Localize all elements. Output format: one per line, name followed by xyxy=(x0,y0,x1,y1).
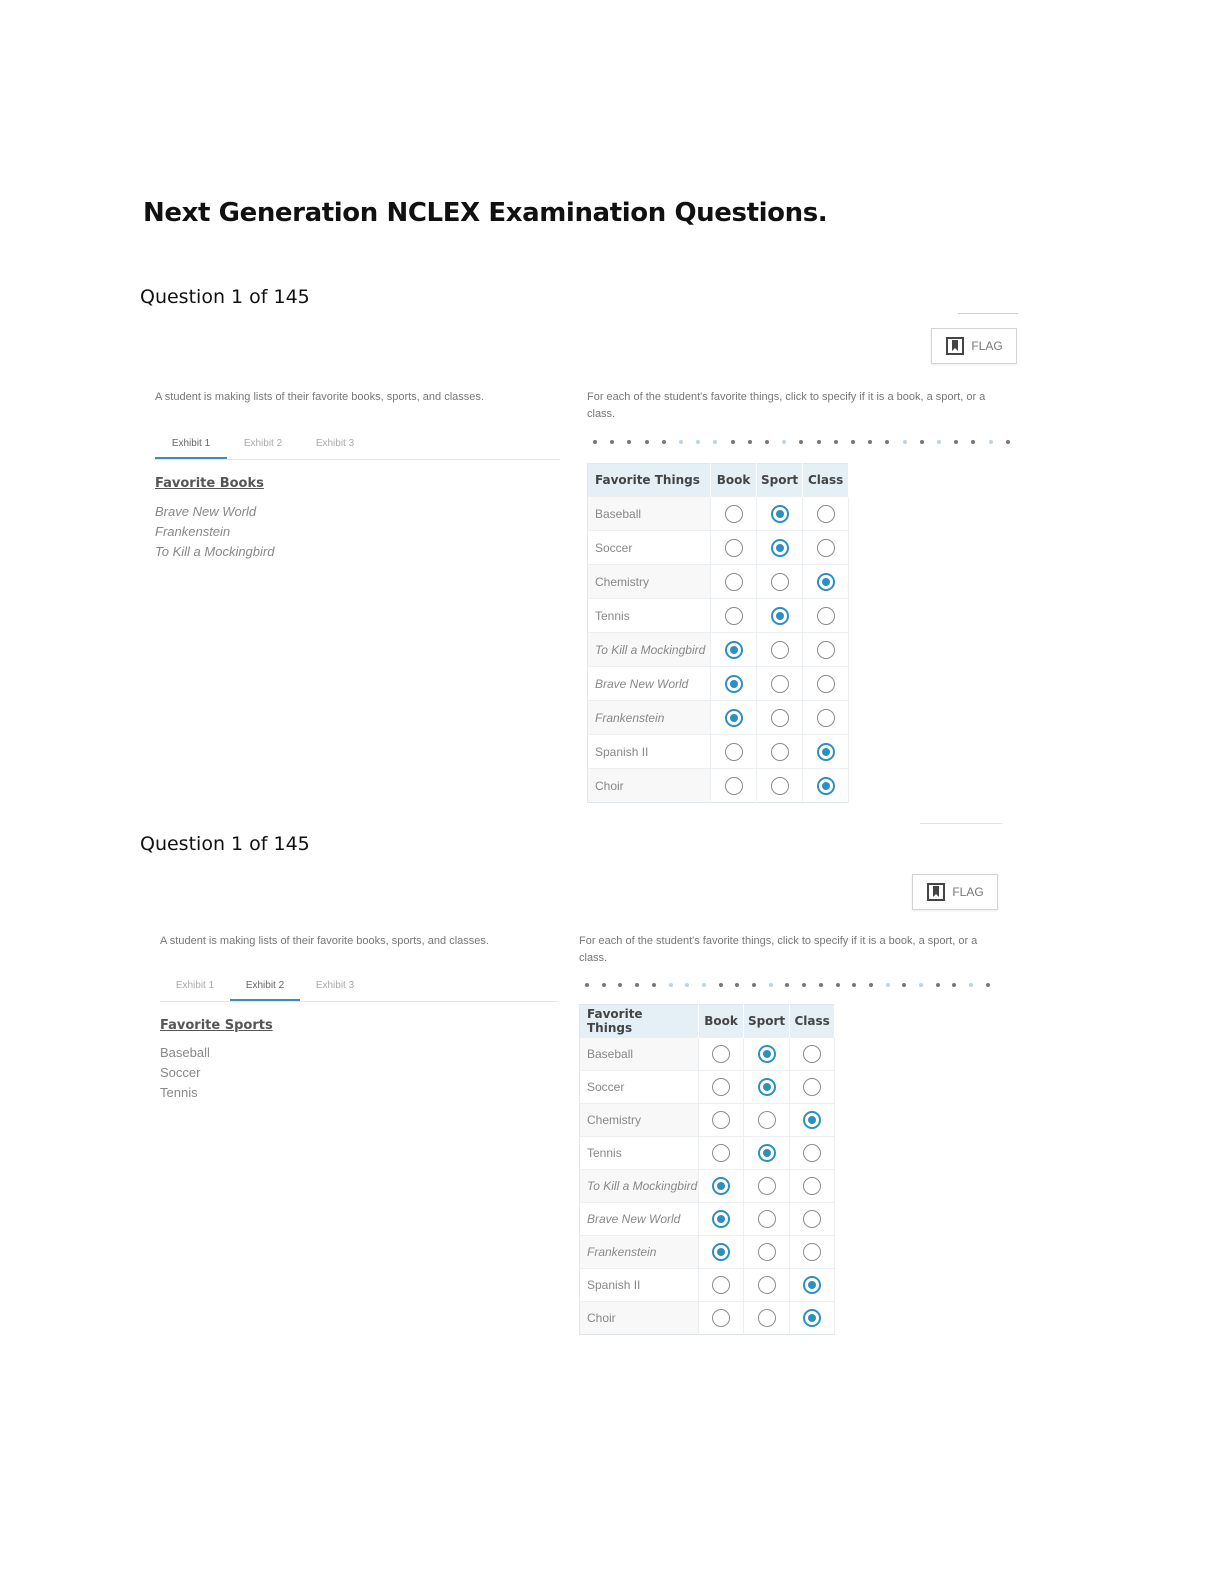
radio-sport[interactable] xyxy=(771,607,789,625)
matrix-row-label: Brave New World xyxy=(588,667,711,701)
table-row xyxy=(580,1302,835,1335)
radio-sport[interactable] xyxy=(771,709,789,727)
matrix-cell xyxy=(790,1269,835,1302)
progress-dot xyxy=(679,440,683,444)
exhibit-heading: Favorite Sports xyxy=(160,1018,273,1033)
matrix-row-label: Frankenstein xyxy=(588,701,711,735)
list-item: Soccer xyxy=(160,1065,201,1080)
question-counter: Question 1 of 145 xyxy=(140,286,310,308)
radio-book[interactable] xyxy=(712,1144,730,1162)
table-row xyxy=(580,1269,835,1302)
matrix-cell xyxy=(744,1137,790,1170)
exhibit-tabs xyxy=(155,429,560,460)
progress-dot xyxy=(713,440,717,444)
radio-sport[interactable] xyxy=(771,539,789,557)
progress-dot xyxy=(836,983,840,987)
progress-dot xyxy=(610,440,614,444)
radio-class[interactable] xyxy=(817,777,835,795)
matrix-cell xyxy=(744,1104,790,1137)
radio-book[interactable] xyxy=(725,505,743,523)
progress-dot xyxy=(702,983,706,987)
progress-dot xyxy=(971,440,975,444)
radio-sport[interactable] xyxy=(758,1078,776,1096)
matrix-cell xyxy=(757,667,803,701)
matrix-cell xyxy=(757,633,803,667)
matrix-row-label: Baseball xyxy=(588,497,711,531)
matrix-row-label: Choir xyxy=(580,1302,699,1335)
progress-dot xyxy=(902,983,906,987)
matrix-cell xyxy=(790,1038,835,1071)
progress-dot xyxy=(593,440,597,444)
radio-book[interactable] xyxy=(725,777,743,795)
matrix-row-label: Choir xyxy=(588,769,711,803)
matrix-cell xyxy=(711,565,757,599)
exhibit-heading: Favorite Books xyxy=(155,476,264,491)
tab-exhibit-1[interactable]: Exhibit 1 xyxy=(155,429,227,459)
matrix-row-label: Chemistry xyxy=(580,1104,699,1137)
question-stem: A student is making lists of their favorite books, sports, and classes. xyxy=(160,935,489,947)
radio-book[interactable] xyxy=(712,1111,730,1129)
flag-button[interactable] xyxy=(931,328,1017,364)
matrix-cell xyxy=(711,667,757,701)
matrix-cell xyxy=(744,1203,790,1236)
radio-sport[interactable] xyxy=(771,743,789,761)
radio-book[interactable] xyxy=(725,539,743,557)
radio-class[interactable] xyxy=(803,1144,821,1162)
radio-class[interactable] xyxy=(817,641,835,659)
matrix-cell xyxy=(744,1038,790,1071)
instruction-text: For each of the student's favorite things, click to specify if it is a book, a sport, or a class. xyxy=(579,935,978,964)
matrix-cell xyxy=(803,701,849,735)
radio-class[interactable] xyxy=(817,539,835,557)
radio-sport[interactable] xyxy=(758,1243,776,1261)
radio-sport[interactable] xyxy=(758,1177,776,1195)
list-item: To Kill a Mockingbird xyxy=(155,544,275,559)
matrix-cell xyxy=(711,735,757,769)
matrix-cell xyxy=(790,1137,835,1170)
list-item: Tennis xyxy=(160,1085,198,1100)
progress-dot xyxy=(903,440,907,444)
radio-class[interactable] xyxy=(817,607,835,625)
flag-label: FLAG xyxy=(971,339,1003,353)
matrix-cell xyxy=(803,633,849,667)
tab-exhibit-2[interactable]: Exhibit 2 xyxy=(230,971,300,1001)
radio-book[interactable] xyxy=(725,675,743,693)
matrix-cell xyxy=(803,599,849,633)
matrix-cell xyxy=(790,1071,835,1104)
progress-dot xyxy=(886,983,890,987)
progress-dot xyxy=(696,440,700,444)
matrix-column-book: Book xyxy=(711,464,757,497)
table-row xyxy=(580,1203,835,1236)
radio-book[interactable] xyxy=(712,1210,730,1228)
matrix-cell xyxy=(744,1170,790,1203)
matrix-row-label: Soccer xyxy=(580,1071,699,1104)
matrix-cell xyxy=(711,497,757,531)
progress-dot xyxy=(799,440,803,444)
matrix-cell xyxy=(757,735,803,769)
divider xyxy=(920,823,1002,824)
radio-class[interactable] xyxy=(803,1111,821,1129)
tab-exhibit-2[interactable]: Exhibit 2 xyxy=(243,437,283,449)
progress-dot xyxy=(1006,440,1010,444)
progress-dot xyxy=(748,440,752,444)
matrix-cell xyxy=(757,531,803,565)
matrix-cell xyxy=(744,1269,790,1302)
matrix-row-label: Soccer xyxy=(588,531,711,565)
matrix-cell xyxy=(699,1236,744,1269)
bookmark-flag-icon xyxy=(926,882,946,902)
table-row xyxy=(580,1170,835,1203)
table-row xyxy=(588,701,849,735)
question-counter: Question 1 of 145 xyxy=(140,833,310,855)
progress-dot xyxy=(868,440,872,444)
progress-dot xyxy=(627,440,631,444)
document-title: Next Generation NCLEX Examination Questions. xyxy=(143,198,828,228)
radio-sport[interactable] xyxy=(771,505,789,523)
matrix-cell xyxy=(744,1236,790,1269)
progress-dot xyxy=(752,983,756,987)
matrix-cell xyxy=(711,599,757,633)
table-row xyxy=(588,633,849,667)
matrix-cell xyxy=(757,599,803,633)
table-row xyxy=(580,1236,835,1269)
matrix-column-sport: Sport xyxy=(757,464,803,497)
table-row xyxy=(588,667,849,701)
matrix-cell xyxy=(757,701,803,735)
radio-book[interactable] xyxy=(712,1078,730,1096)
radio-book[interactable] xyxy=(725,743,743,761)
matrix-cell xyxy=(711,769,757,803)
matrix-cell xyxy=(803,667,849,701)
progress-dot xyxy=(618,983,622,987)
table-row xyxy=(588,769,849,803)
matrix-cell xyxy=(757,497,803,531)
list-item: Brave New World xyxy=(155,504,257,519)
progress-dot xyxy=(834,440,838,444)
exhibit-list xyxy=(155,502,274,562)
progress-dot xyxy=(936,983,940,987)
matrix-cell xyxy=(744,1302,790,1335)
tab-exhibit-1[interactable]: Exhibit 1 xyxy=(175,979,215,991)
progress-dot xyxy=(585,983,589,987)
progress-dot xyxy=(851,440,855,444)
matrix-cell xyxy=(803,531,849,565)
progress-dot xyxy=(937,440,941,444)
matrix-cell xyxy=(699,1137,744,1170)
matrix-row-label: To Kill a Mockingbird xyxy=(580,1170,699,1203)
matrix-column-sport: Sport xyxy=(744,1005,790,1038)
matrix-cell xyxy=(790,1104,835,1137)
list-item: Frankenstein xyxy=(155,524,231,539)
radio-book[interactable] xyxy=(712,1177,730,1195)
matrix-cell xyxy=(699,1269,744,1302)
progress-dot xyxy=(817,440,821,444)
progress-dot xyxy=(769,983,773,987)
radio-book[interactable] xyxy=(725,573,743,591)
progress-dot xyxy=(662,440,666,444)
matrix-cell xyxy=(711,531,757,565)
matrix-cell xyxy=(803,735,849,769)
radio-class[interactable] xyxy=(803,1243,821,1261)
matrix-cell xyxy=(790,1170,835,1203)
progress-dot xyxy=(735,983,739,987)
progress-dot xyxy=(986,983,990,987)
radio-book[interactable] xyxy=(712,1243,730,1261)
instruction-text: For each of the student's favorite things, click to specify if it is a book, a sport, or a class. xyxy=(587,391,986,420)
radio-sport[interactable] xyxy=(771,675,789,693)
bookmark-flag-icon xyxy=(945,336,965,356)
matrix-row-label: Chemistry xyxy=(588,565,711,599)
matrix-cell xyxy=(803,565,849,599)
table-row xyxy=(588,565,849,599)
radio-class[interactable] xyxy=(817,505,835,523)
radio-class[interactable] xyxy=(817,675,835,693)
matrix-cell xyxy=(699,1104,744,1137)
matrix-cell xyxy=(803,769,849,803)
matrix-table xyxy=(579,1004,835,1335)
progress-dot xyxy=(669,983,673,987)
progress-dot xyxy=(652,983,656,987)
radio-book[interactable] xyxy=(725,641,743,659)
radio-sport[interactable] xyxy=(758,1045,776,1063)
progress-dot xyxy=(952,983,956,987)
matrix-cell xyxy=(711,633,757,667)
table-row xyxy=(588,531,849,565)
matrix-cell xyxy=(790,1302,835,1335)
progress-dot xyxy=(989,440,993,444)
radio-sport[interactable] xyxy=(758,1210,776,1228)
progress-dot xyxy=(802,983,806,987)
matrix-cell xyxy=(744,1071,790,1104)
matrix-column-book: Book xyxy=(699,1005,744,1038)
matrix-header-label: Favorite Things xyxy=(588,464,711,497)
progress-dot xyxy=(869,983,873,987)
progress-dot xyxy=(685,983,689,987)
matrix-row-label: Frankenstein xyxy=(580,1236,699,1269)
progress-dot xyxy=(782,440,786,444)
list-item: Baseball xyxy=(160,1045,210,1060)
progress-dot xyxy=(920,440,924,444)
radio-sport[interactable] xyxy=(758,1309,776,1327)
matrix-cell xyxy=(699,1071,744,1104)
radio-sport[interactable] xyxy=(758,1144,776,1162)
divider xyxy=(958,313,1018,314)
radio-class[interactable] xyxy=(803,1078,821,1096)
matrix-column-class: Class xyxy=(803,464,849,497)
matrix-cell xyxy=(711,701,757,735)
matrix-header-label: Favorite Things xyxy=(580,1005,699,1038)
progress-dot xyxy=(731,440,735,444)
radio-sport[interactable] xyxy=(758,1111,776,1129)
matrix-cell xyxy=(790,1236,835,1269)
matrix-cell xyxy=(790,1203,835,1236)
radio-book[interactable] xyxy=(725,607,743,625)
radio-class[interactable] xyxy=(803,1177,821,1195)
matrix-row-label: Spanish II xyxy=(588,735,711,769)
table-row xyxy=(588,497,849,531)
table-row xyxy=(580,1137,835,1170)
table-row xyxy=(580,1071,835,1104)
question-progress-dots xyxy=(585,982,999,988)
exhibit-tabs xyxy=(160,971,558,1002)
radio-sport[interactable] xyxy=(771,777,789,795)
matrix-row-label: Spanish II xyxy=(580,1269,699,1302)
matrix-row-label: Brave New World xyxy=(580,1203,699,1236)
progress-dot xyxy=(885,440,889,444)
table-row xyxy=(580,1104,835,1137)
flag-button[interactable] xyxy=(912,874,998,910)
exhibit-list xyxy=(160,1043,210,1103)
progress-dot xyxy=(954,440,958,444)
radio-sport[interactable] xyxy=(771,573,789,591)
table-row xyxy=(588,735,849,769)
radio-class[interactable] xyxy=(817,573,835,591)
tab-exhibit-3[interactable]: Exhibit 3 xyxy=(315,437,355,449)
matrix-row-label: Baseball xyxy=(580,1038,699,1071)
table-row xyxy=(588,599,849,633)
radio-class[interactable] xyxy=(817,743,835,761)
radio-book[interactable] xyxy=(712,1045,730,1063)
matrix-cell xyxy=(803,497,849,531)
progress-dot xyxy=(969,983,973,987)
matrix-cell xyxy=(699,1203,744,1236)
radio-sport[interactable] xyxy=(758,1276,776,1294)
progress-dot xyxy=(765,440,769,444)
progress-dot xyxy=(645,440,649,444)
matrix-cell xyxy=(757,769,803,803)
radio-book[interactable] xyxy=(712,1276,730,1294)
radio-book[interactable] xyxy=(725,709,743,727)
progress-dot xyxy=(635,983,639,987)
table-row xyxy=(580,1038,835,1071)
matrix-column-class: Class xyxy=(790,1005,835,1038)
matrix-row-label: To Kill a Mockingbird xyxy=(588,633,711,667)
progress-dot xyxy=(819,983,823,987)
matrix-row-label: Tennis xyxy=(580,1137,699,1170)
matrix-cell xyxy=(699,1302,744,1335)
radio-class[interactable] xyxy=(803,1210,821,1228)
progress-dot xyxy=(602,983,606,987)
matrix-cell xyxy=(757,565,803,599)
matrix-row-label: Tennis xyxy=(588,599,711,633)
matrix-cell xyxy=(699,1038,744,1071)
question-progress-dots xyxy=(593,439,1019,445)
radio-class[interactable] xyxy=(817,709,835,727)
progress-dot xyxy=(919,983,923,987)
radio-class[interactable] xyxy=(803,1309,821,1327)
progress-dot xyxy=(852,983,856,987)
radio-book[interactable] xyxy=(712,1309,730,1327)
progress-dot xyxy=(785,983,789,987)
radio-class[interactable] xyxy=(803,1045,821,1063)
matrix-table xyxy=(587,463,849,803)
radio-class[interactable] xyxy=(803,1276,821,1294)
question-stem: A student is making lists of their favorite books, sports, and classes. xyxy=(155,391,484,403)
flag-label: FLAG xyxy=(952,885,984,899)
matrix-cell xyxy=(699,1170,744,1203)
progress-dot xyxy=(719,983,723,987)
tab-exhibit-3[interactable]: Exhibit 3 xyxy=(315,979,355,991)
radio-sport[interactable] xyxy=(771,641,789,659)
